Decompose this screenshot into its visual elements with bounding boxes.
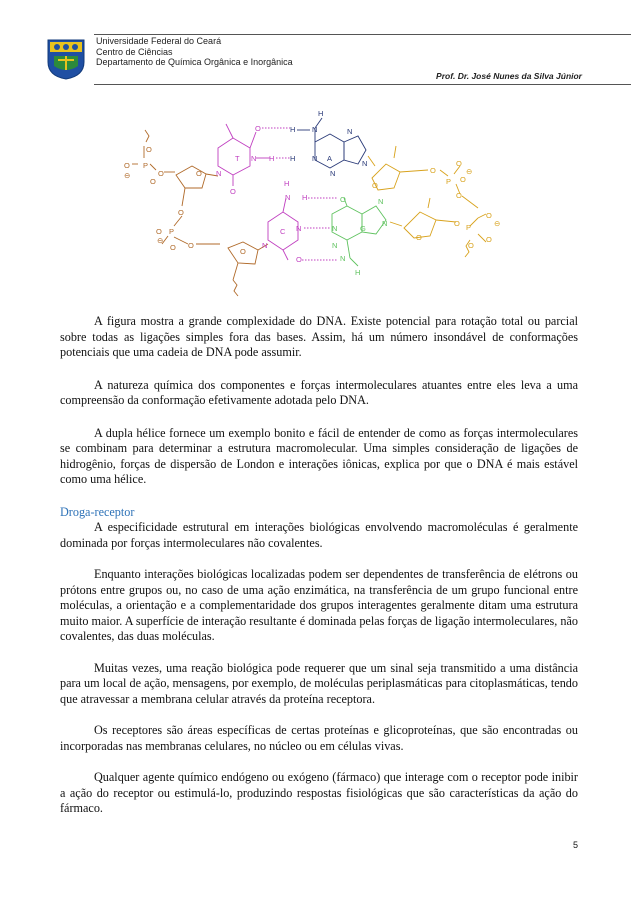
paragraph: Os receptores são áreas específicas de certas proteínas e glicoproteínas, que são encontradas ou incorporadas nas membranas celulares, no núcleo ou em células vivas. xyxy=(60,723,578,753)
atom-label: N xyxy=(312,125,318,134)
paragraph: A figura mostra a grande complexidade do DNA. Existe potencial para rotação total ou parcial sobre todas as ligações simples fora das bases. Assim, há um número insondável de conformações potenciais que uma cadeia de DNA pode assumir. xyxy=(60,314,578,359)
paragraph: Muitas vezes, uma reação biológica pode requerer que um sinal seja transmitido a uma distância para um local de ação, mensagens, por exemplo, de moléculas periplasmáticas para citoplasmáticas, tendo que atravessar a membrana celular através da proteína receptora. xyxy=(60,660,578,706)
institution-line: Departamento de Química Orgânica e Inorgânica xyxy=(96,57,293,67)
atom-label: N xyxy=(216,169,222,178)
atom-label: O xyxy=(430,166,436,175)
base-label: T xyxy=(235,154,240,163)
phosphorus-label: P xyxy=(466,223,472,232)
atom-label: O xyxy=(178,208,184,217)
charge-label: ⊖ xyxy=(157,236,164,245)
atom-label: O xyxy=(150,177,156,186)
phosphorus-label: P xyxy=(143,161,149,170)
institution-line: Centro de Ciências xyxy=(96,46,173,57)
atom-label: N xyxy=(262,241,268,250)
atom-label: N xyxy=(347,127,353,136)
right-backbone-bottom-labels xyxy=(416,211,500,250)
atom-label: N xyxy=(378,197,384,206)
charge-label: ⊖ xyxy=(466,167,473,176)
paragraph: Enquanto interações biológicas localizadas podem ser dependentes de transferência de elétrons ou prótons entre grupos ou, no caso de uma ação enzimática, na transferência de um grupo funcional entre moléculas, a orientação e a complementaridade dos grupos interagentes geralmente ditam uma estrutura muito maior. A superfície de interação resultante é dominada pelas forças de ligação intermoleculares, não covalentes, das duas moléculas. xyxy=(60,567,578,643)
thymine-base xyxy=(218,124,270,186)
paragraph: A natureza química dos componentes e forças intermoleculares atuantes entre eles leva a uma compreensão da conformação efetivamente adotada pelo DNA. xyxy=(60,377,578,407)
atom-label: O xyxy=(372,181,378,190)
atom-label: O xyxy=(296,255,302,264)
atom-label: O xyxy=(454,219,460,228)
atom-label: N xyxy=(330,169,336,178)
paragraph: A dupla hélice fornece um exemplo bonito e fácil de entender de como as forças intermoleculares se combinam para determinar a estrutura macromolecular. Uma simples consideração de ligações de hidrogênio, forças de dispersão de London e interações iônicas, explica por que o DNA é mais estável como uma hélice. xyxy=(60,425,578,486)
atom-label: H xyxy=(302,193,308,202)
atom-label: H xyxy=(290,125,296,134)
atom-label: N xyxy=(362,159,368,168)
header-bottom-rule xyxy=(94,84,631,85)
atom-label: O xyxy=(460,175,466,184)
right-backbone-top-labels xyxy=(372,159,472,200)
phosphorus-label: P xyxy=(446,177,452,186)
atom-label: N xyxy=(251,154,257,163)
institution-block xyxy=(96,36,293,68)
atom-label: O xyxy=(416,233,422,242)
atom-label: O xyxy=(486,211,492,220)
base-label: A xyxy=(327,154,333,163)
dna-structure-figure xyxy=(110,98,530,303)
atom-label: H xyxy=(269,154,275,163)
atom-label: O xyxy=(456,159,462,168)
page-number: 5 xyxy=(572,840,578,850)
paragraph: Qualquer agente químico endógeno ou exógeno (fármaco) que interage com o receptor pode inibir a ação do receptor ou estimulá-lo, produzindo respostas fisiológicas que são características da ação do fármaco. xyxy=(60,770,578,815)
atom-label: O xyxy=(156,227,162,236)
hydrogen-bonds-ta xyxy=(262,128,290,158)
atom-label: N xyxy=(312,154,318,163)
left-backbone xyxy=(132,130,268,296)
atom-label: H xyxy=(355,268,361,277)
atom-label: O xyxy=(240,247,246,256)
page-header xyxy=(44,34,582,84)
atom-label: O xyxy=(170,243,176,252)
atom-label: O xyxy=(255,124,261,133)
left-backbone-labels xyxy=(124,145,246,256)
atom-label: O xyxy=(456,191,462,200)
atom-label: O xyxy=(124,161,130,170)
paragraph: A especificidade estrutural em interações biológicas envolvendo macromoléculas é geralmente dominada por forças intermoleculares não covalentes. xyxy=(60,520,578,550)
thymine-labels xyxy=(216,124,274,196)
atom-label: N xyxy=(340,254,346,263)
atom-label: N xyxy=(382,219,388,228)
phosphorus-label: P xyxy=(169,227,175,236)
atom-label: H xyxy=(284,179,290,188)
atom-label: O xyxy=(146,145,152,154)
atom-label: H xyxy=(290,154,296,163)
university-logo xyxy=(44,36,88,80)
atom-label: O xyxy=(230,187,236,196)
atom-label: O xyxy=(188,241,194,250)
charge-label: ⊖ xyxy=(494,219,501,228)
atom-label: N xyxy=(285,193,291,202)
atom-label: O xyxy=(158,169,164,178)
section-title: Droga-receptor xyxy=(60,504,135,519)
atom-label: N xyxy=(332,224,338,233)
atom-label: O xyxy=(196,169,202,178)
atom-label: O xyxy=(486,235,492,244)
atom-label: O xyxy=(340,195,346,204)
institution-line: Universidade Federal do Ceará xyxy=(96,36,222,46)
base-label: G xyxy=(360,224,366,233)
charge-label: ⊖ xyxy=(124,171,131,180)
atom-label: H xyxy=(318,109,324,118)
atom-label: N xyxy=(332,241,338,250)
atom-label: O xyxy=(468,241,474,250)
base-label: C xyxy=(280,227,286,236)
author-name: Prof. Dr. José Nunes da Silva Júnior xyxy=(436,71,582,81)
atom-label: N xyxy=(296,224,302,233)
body-text xyxy=(60,314,578,833)
header-top-rule xyxy=(94,34,631,35)
